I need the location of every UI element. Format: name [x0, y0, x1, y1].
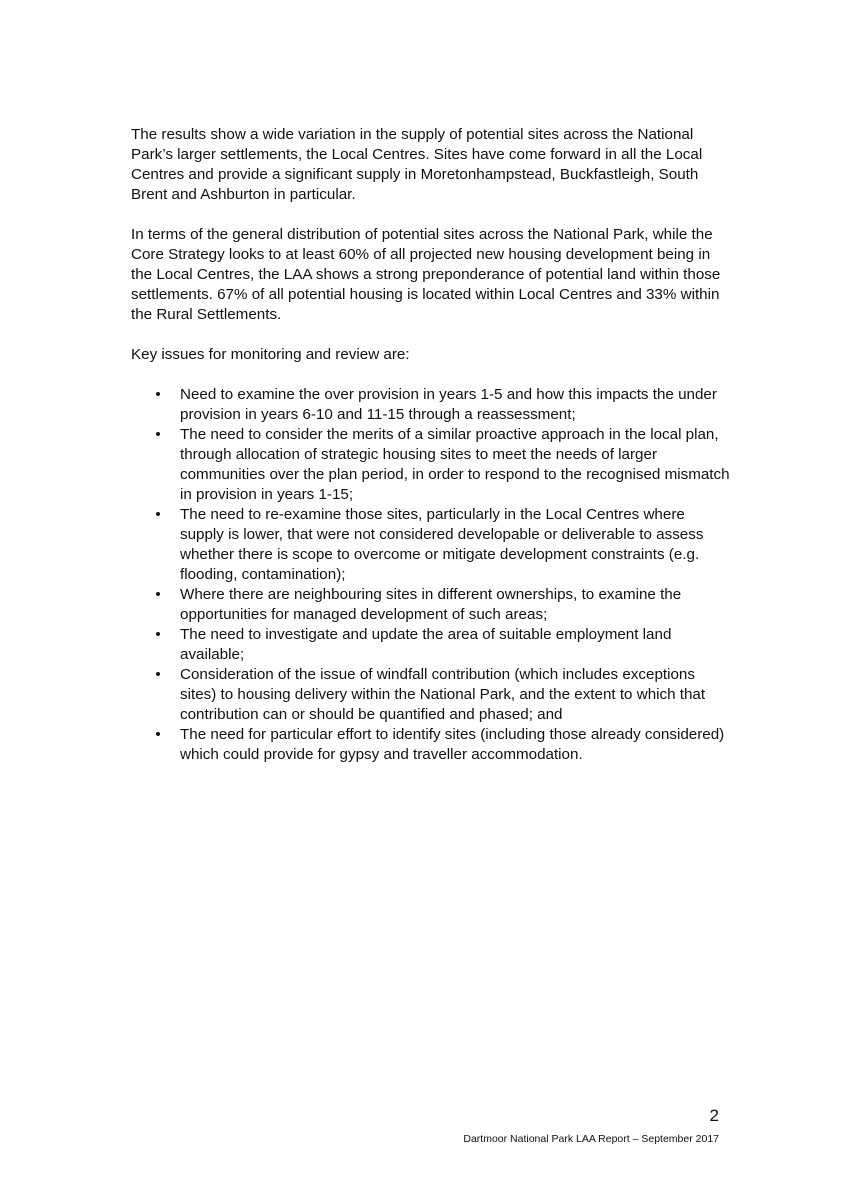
- body-text: [131, 125, 731, 765]
- paragraph-distribution: In terms of the general distribution of potential sites across the National Park, while the Core Strategy looks to at least 60% of all projected new housing development being in the Local Centres, the LAA shows a strong preponderance of potential land within those settlements. 67% of all potential housing is located within Local Centres and 33% within the Rural Settlements.: [131, 226, 721, 323]
- list-item-text: Consideration of the issue of windfall contribution (which includes exceptions sites) to housing delivery within the National Park, and the extent to which that contribution can or should be quantified and phased; and: [180, 666, 706, 723]
- list-item-text: Where there are neighbouring sites in different ownerships, to examine the opportunities for managed development of such areas;: [180, 586, 682, 623]
- bullet-icon: •: [155, 426, 161, 443]
- footer-report-title: Dartmoor National Park LAA Report – September 2017: [463, 1133, 719, 1145]
- list-item: [131, 665, 731, 725]
- list-item-text: The need to consider the merits of a similar proactive approach in the local plan, through allocation of strategic housing sites to meet the needs of larger communities over the plan period, in order to respond to the recognised mismatch in provision in years 1-15;: [180, 426, 730, 503]
- list-item-text: Need to examine the over provision in years 1-5 and how this impacts the under provision in years 6-10 and 11-15 through a reassessment;: [180, 386, 717, 423]
- bullet-icon: •: [155, 626, 161, 643]
- list-item-text: The need to investigate and update the area of suitable employment land available;: [180, 626, 672, 663]
- page-number: 2: [709, 1106, 719, 1125]
- paragraph-key-issues-intro: Key issues for monitoring and review are:: [131, 346, 410, 363]
- bullet-icon: •: [155, 726, 161, 743]
- list-item-text: The need to re-examine those sites, particularly in the Local Centres where supply is lower, that were not considered developable or deliverable to assess whether there is scope to overcome or mitigate development constraints (e.g. flooding, contamination);: [180, 506, 704, 583]
- bullet-icon: •: [155, 506, 161, 523]
- list-item: [131, 625, 731, 665]
- paragraph-results: The results show a wide variation in the supply of potential sites across the National Park’s larger settlements, the Local Centres. Sites have come forward in all the Local Centres and provide a significant supply in Moretonhampstead, Buckfastleigh, South Brent and Ashburton in particular.: [131, 126, 703, 203]
- bullet-icon: •: [155, 386, 161, 403]
- list-item: [131, 585, 731, 625]
- list-item: [131, 385, 731, 425]
- list-item: [131, 425, 731, 505]
- bullet-icon: •: [155, 666, 161, 683]
- key-issues-list: [131, 385, 731, 765]
- list-item-text: The need for particular effort to identify sites (including those already considered) which could provide for gypsy and traveller accommodation.: [180, 726, 725, 763]
- list-item: [131, 725, 731, 765]
- bullet-icon: •: [155, 586, 161, 603]
- list-item: [131, 505, 731, 585]
